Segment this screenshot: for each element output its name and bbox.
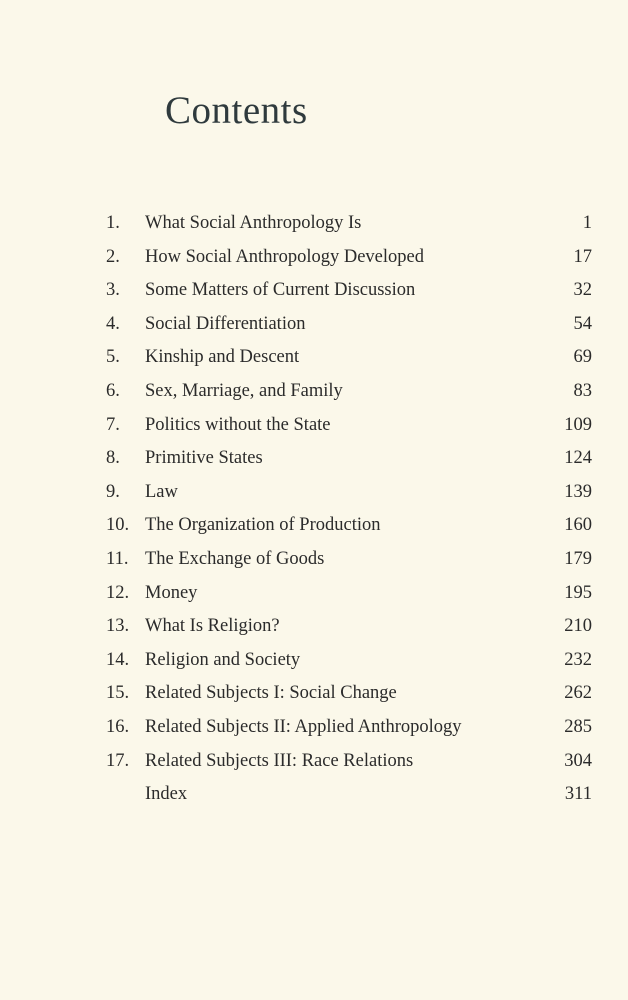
- page-number: 83: [573, 380, 592, 401]
- chapter-title: How Social Anthropology Developed: [145, 246, 424, 267]
- toc-entry-index: [106, 778, 592, 812]
- chapter-title: Related Subjects III: Race Relations: [145, 750, 414, 771]
- page-number: 124: [564, 448, 592, 469]
- page-number: 232: [564, 649, 592, 670]
- chapter-number: 6.: [106, 380, 120, 401]
- toc-entry-10: [106, 509, 592, 543]
- chapter-number: 3.: [106, 280, 120, 301]
- chapter-number: 15.: [106, 683, 130, 704]
- page-number: 179: [564, 548, 592, 569]
- chapter-number: 9.: [106, 481, 120, 502]
- chapter-number: 2.: [106, 246, 120, 267]
- toc-entry-2: [106, 241, 592, 275]
- page-number: 311: [564, 784, 592, 805]
- page-number: 210: [564, 616, 592, 637]
- chapter-number: 16.: [106, 716, 130, 737]
- chapter-title: The Exchange of Goods: [145, 548, 325, 569]
- chapter-number: 13.: [106, 616, 130, 637]
- toc-entry-16: [106, 711, 592, 745]
- page-number: 262: [564, 683, 592, 704]
- toc-entry-17: [106, 745, 592, 779]
- chapter-number: 5.: [106, 347, 120, 368]
- page-number: 109: [564, 414, 592, 435]
- toc-entry-9: [106, 476, 592, 510]
- page-number: 139: [564, 481, 592, 502]
- page-number: 54: [573, 313, 592, 334]
- toc-entry-6: [106, 375, 592, 409]
- toc-entry-14: [106, 644, 592, 678]
- toc-entry-12: [106, 577, 592, 611]
- chapter-number: 17.: [106, 750, 130, 771]
- chapter-title: Law: [145, 481, 178, 502]
- toc-entry-15: [106, 677, 592, 711]
- chapter-number: 1.: [106, 213, 120, 233]
- chapter-number: 7.: [106, 414, 120, 435]
- chapter-title: What Social Anthropology Is: [145, 213, 362, 233]
- page-number: 285: [564, 716, 592, 737]
- chapter-title: Politics without the State: [145, 414, 331, 435]
- chapter-title: Related Subjects I: Social Change: [145, 683, 397, 704]
- toc-entry-13: [106, 610, 592, 644]
- chapter-number: 10.: [106, 515, 130, 536]
- toc-entry-5: [106, 341, 592, 375]
- page-title: Contents: [165, 89, 308, 132]
- chapter-number: 14.: [106, 649, 130, 670]
- chapter-title: Some Matters of Current Discussion: [145, 280, 416, 301]
- page-number: 17: [573, 246, 592, 267]
- page-number: 195: [564, 582, 592, 603]
- chapter-title: Sex, Marriage, and Family: [145, 380, 343, 401]
- chapter-title: The Organization of Production: [145, 515, 381, 536]
- chapter-title: Related Subjects II: Applied Anthropology: [145, 716, 462, 737]
- chapter-title: What Is Religion?: [145, 616, 280, 637]
- page-number: 1: [582, 213, 592, 233]
- chapter-number: 11.: [106, 548, 129, 569]
- chapter-number: 8.: [106, 448, 120, 469]
- toc-entry-1: [106, 207, 592, 241]
- chapter-number: 12.: [106, 582, 130, 603]
- chapter-number: 4.: [106, 313, 120, 334]
- chapter-title: Index: [145, 784, 188, 805]
- page-number: 69: [573, 347, 592, 368]
- page-number: 160: [564, 515, 592, 536]
- toc-entry-11: [106, 543, 592, 577]
- chapter-title: Money: [145, 582, 198, 603]
- page-number: 32: [573, 280, 592, 301]
- page-number: 304: [564, 750, 592, 771]
- toc-entry-4: [106, 308, 592, 342]
- chapter-title: Kinship and Descent: [145, 347, 300, 368]
- chapter-title: Primitive States: [145, 448, 263, 469]
- toc-entry-8: [106, 442, 592, 476]
- table-of-contents: [106, 207, 592, 812]
- chapter-title: Social Differentiation: [145, 313, 306, 334]
- toc-entry-3: [106, 274, 592, 308]
- toc-entry-7: [106, 409, 592, 443]
- chapter-title: Religion and Society: [145, 649, 301, 670]
